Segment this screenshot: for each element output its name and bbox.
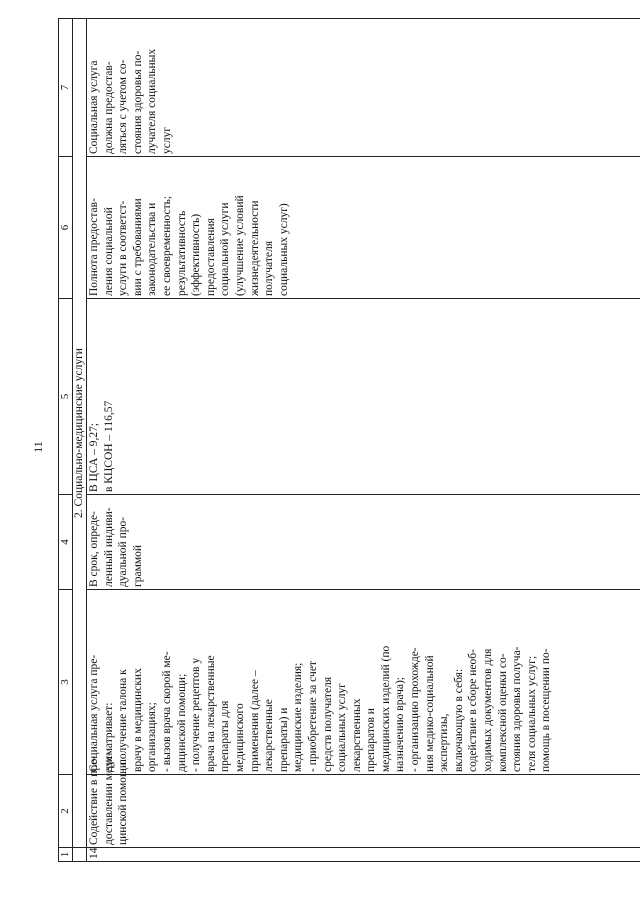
table-row [87,19,640,862]
section-header-row [73,19,87,862]
cell-text-line: ляться с учетом со- [117,59,130,154]
column-number: 6 [59,157,73,299]
service-cost-cell [87,299,640,495]
cell-text-line: дусматривает: [102,702,115,772]
cell-text-line: - организацию прохожде- [409,647,422,772]
column-number: 3 [59,590,73,775]
cell-text-line: Социальная услуга [88,60,100,154]
cell-text-line: доставлении меди- [102,752,115,845]
cell-text-line: социальных услуг) [277,203,290,296]
cell-text-line: препараты для [219,700,232,772]
cell-text-line: ленный индиви- [102,507,115,587]
cell-text-line: препаратов и [365,708,378,772]
quality-indicators-cell [87,157,640,299]
cell-text-line: ходимых документов для [482,648,495,772]
cell-text-line: комплексной оценки со- [496,653,509,772]
cell-text-line: Социальная услуга пре- [88,654,100,772]
column-number: 5 [59,299,73,495]
section-title: 2. Социально-медицинские услуги [73,19,87,848]
cell-text-line: услуг [160,126,173,154]
cell-text-line: (эффективность) [190,213,203,296]
cell-text-line: стояния здоровья по- [131,50,144,154]
cell-text-line: лекарственных [350,698,363,772]
cell-text-line: стояния здоровья получа- [511,646,524,772]
cell-text-line: помощь в посещении по- [540,648,553,772]
column-number: 7 [59,19,73,157]
cell-text-line: должна предостав- [102,61,115,154]
cell-text-line: ления социальной [102,207,115,296]
cell-text-line: дицинской помощи; [175,673,188,772]
cell-text-line: - получение рецептов у [190,657,203,772]
cell-text-line: ее своевременность; [160,195,173,296]
cell-text-line: врача на лекарственные [204,655,217,772]
cell-text-line: медицинского [233,703,246,772]
cell-text-line: - приобретение за счет [306,661,319,772]
service-term-cell [87,495,640,590]
cell-text-line: В срок, опреде- [88,511,100,587]
cell-text-line: препараты) и [277,707,290,772]
cell-text-line: законодательства и [146,202,159,296]
cell-text-line: - вызов врача скорой ме- [160,651,173,772]
cell-text-line: предоставления [204,218,217,296]
service-content-cell [87,590,640,775]
section-header-left-cell [73,848,87,862]
cell-text-line: результативность [175,210,188,296]
cell-text-line: жизнедеятельности [248,200,261,296]
cell-text-line: граммой [131,544,144,587]
cell-text-line: в КЦСОН – 116,57 [102,400,115,492]
row-number: 14 [87,848,640,862]
cell-text-line: лучателя социальных [146,48,159,154]
cell-text-line: медицинских изделий (по [379,645,392,772]
cell-text-line: - получение талона к [117,669,130,772]
cell-text-line: социальных услуг [336,683,349,772]
service-name-cell [87,752,640,848]
cell-text-line: экспертизы, [438,713,451,772]
column-number: 1 [59,848,73,862]
cell-text-line: организациях; [146,702,159,772]
cell-text-line: назначению врача); [394,677,407,772]
cell-text-line: средств получателя [321,676,334,772]
cell-text-line: получателя [263,241,276,296]
cell-text-line: услуги в соответст- [117,200,130,296]
cell-text-line: врачу в медицинских [131,668,144,772]
cell-text-line: Содействие в пре- [88,755,100,845]
column-number: 4 [59,495,73,590]
rotated-page-content [58,19,640,862]
page-number: 11 [31,441,45,453]
column-number-row [59,19,73,862]
provision-conditions-cell [87,19,640,157]
cell-text-line: лекарственные [263,699,276,772]
cell-text-line: цинской помощи [117,761,130,845]
cell-text-line: медицинские изделия; [292,662,305,772]
cell-text-line: дуальной про- [117,516,130,587]
cell-text-line: теля социальных услуг; [525,655,538,772]
services-table [58,18,640,862]
cell-text-line: В ЦСА – 9,27; [88,422,100,492]
cell-text-line: включающую в себя: [452,668,465,772]
cell-text-line: содействие в сборе необ- [467,649,480,772]
cell-text-line: вии с требованиями [131,198,144,296]
cell-text-line: применения (далее – [248,670,261,772]
column-number: 2 [59,775,73,848]
cell-text-line: ния медико-социальной [423,655,436,772]
cell-text-line: (улучшение условий [233,195,246,296]
cell-text-line: Полнота предостав- [88,198,100,296]
cell-text-line: социальной услуги [219,202,232,296]
